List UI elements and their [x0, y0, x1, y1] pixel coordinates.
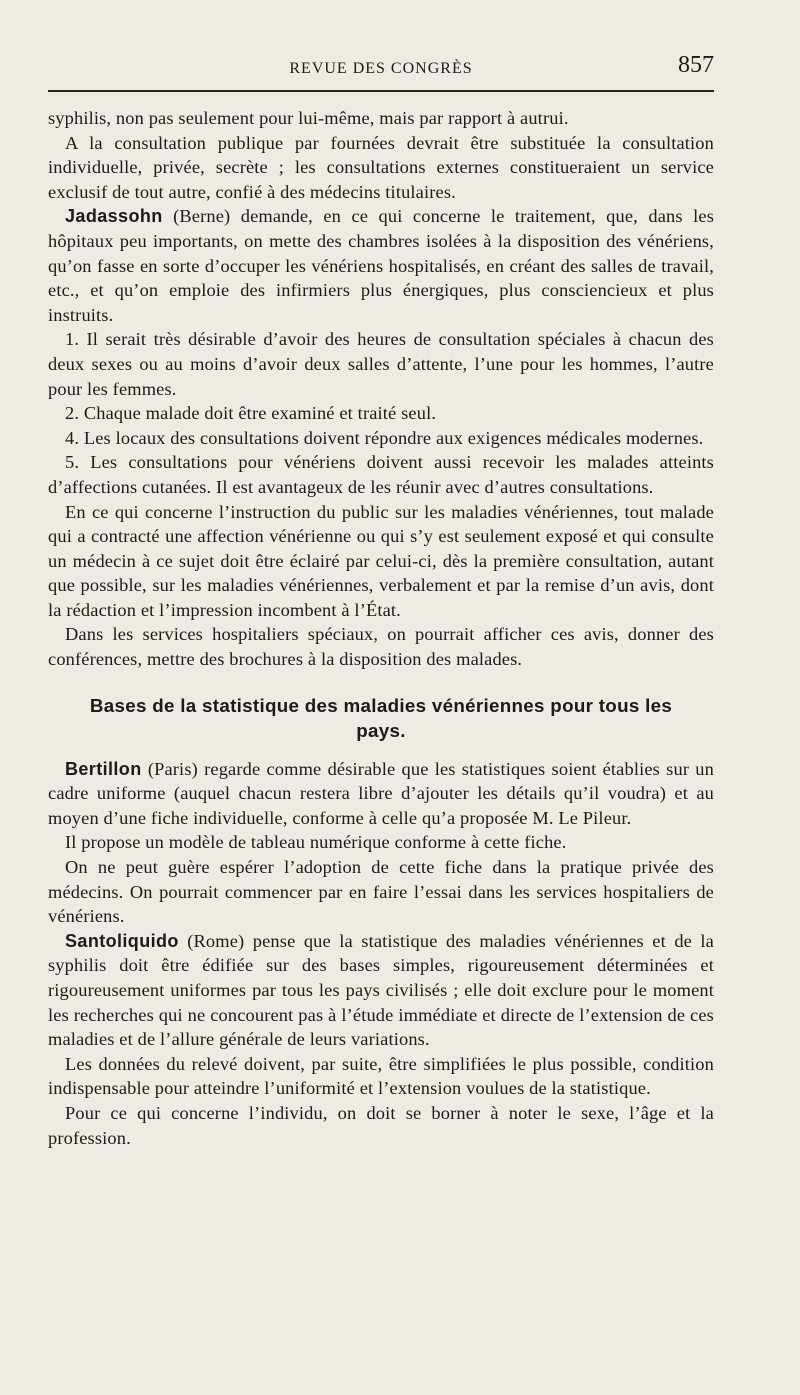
- paragraph: [48, 757, 714, 831]
- paragraph-text: En ce qui concerne l’instruction du public sur les maladies vénériennes, tout malade qui a contracté une affection vénérienne ou qui s’y est seulement exposé et qui consulte un médecin à ce sujet doit être éclairé par celui-ci, dès la première consultation, autant que possible, sur les maladies vénériennes, verbalement et par la remise d’un avis, dont la rédaction et l’impression incombent à l’État.: [48, 501, 714, 620]
- paragraph-text: 1. Il serait très désirable d’avoir des heures de consultation spéciales à chacun des deux sexes ou au moins d’avoir deux salles d’attente, l’une pour les hommes, l’autre pour les femmes.: [48, 329, 714, 399]
- list-item: [48, 426, 714, 451]
- paragraph-text: Les données du relevé doivent, par suite, être simplifiées le plus possible, condition indispensable pour atteindre l’uniformité et l’extension voulues de la statistique.: [48, 1053, 714, 1099]
- speaker-name: Santoliquido: [65, 930, 179, 951]
- paragraph-text: Il propose un modèle de tableau numérique conforme à cette fiche.: [65, 832, 567, 853]
- paragraph-text: Pour ce qui concerne l’individu, on doit se borner à noter le sexe, l’âge et la profession.: [48, 1102, 714, 1148]
- header-rule: [48, 90, 714, 92]
- paragraph-text: On ne peut guère espérer l’adoption de cette fiche dans la pratique privée des médecins. On pourrait commencer par en faire l’essai dans les services hospitaliers de vénériens.: [48, 857, 714, 927]
- section-heading: Bases de la statistique des maladies vénériennes pour tous les pays.: [89, 694, 673, 741]
- list-item: [48, 401, 714, 426]
- document-page: [48, 52, 714, 1150]
- paragraph-text: (Rome) pense que la statistique des maladies vénériennes et de la syphilis doit être édifiée sur des bases simples, rigoureusement déterminées et rigoureusement uniformes par tous les pays civilisés ; elle doit exclure pour le moment les recherches qui ne concourent pas à l’étude immédiate et directe de l’extension de ces maladies et de l’allure générale de leurs variations.: [48, 930, 714, 1050]
- page-number: 857: [678, 52, 714, 78]
- paragraph: [48, 1052, 714, 1101]
- paragraph: [48, 106, 714, 131]
- running-title: REVUE DES CONGRÈS: [289, 60, 473, 77]
- paragraph-text: 5. Les consultations pour vénériens doivent aussi recevoir les malades atteints d’affections cutanées. Il est avantageux de les réunir avec d’autres consultations.: [48, 452, 714, 497]
- speaker-name: Bertillon: [65, 758, 142, 779]
- paragraph-text: syphilis, non pas seulement pour lui-même, mais par rapport à autrui.: [48, 108, 569, 128]
- paragraph: [48, 855, 714, 929]
- speaker-name: Jadassohn: [65, 206, 163, 227]
- paragraph-text: (Paris) regarde comme désirable que les statistiques soient établies sur un cadre uniforme (auquel chacun restera libre d’ajouter les détails qu’il voudra) et au moyen d’une fiche individuelle, conforme à celle qu’a proposée M. Le Pileur.: [48, 758, 714, 828]
- paragraph: [48, 1101, 714, 1150]
- paragraph: [48, 622, 714, 671]
- paragraph: [48, 204, 714, 327]
- paragraph-text: 4. Les locaux des consultations doivent répondre aux exigences médicales modernes.: [65, 427, 704, 448]
- list-item: [48, 327, 714, 401]
- paragraph-text: Dans les services hospitaliers spéciaux, on pourrait afficher ces avis, donner des conférences, mettre des brochures à la disposition des malades.: [48, 624, 714, 670]
- paragraph-text: 2. Chaque malade doit être examiné et traité seul.: [65, 403, 437, 424]
- list-item: [48, 450, 714, 499]
- paragraph: [48, 500, 714, 623]
- paragraph-text: A la consultation publique par fournées devrait être substituée la consultation individuelle, privée, secrète ; les consultations externes constitueraient un service exclusif de tout autre, confié à des médecins titulaires.: [48, 132, 714, 202]
- body-text: [48, 106, 714, 1150]
- paragraph: [48, 929, 714, 1052]
- paragraph: [48, 131, 714, 205]
- running-header: [48, 52, 714, 82]
- paragraph: [48, 830, 714, 855]
- paragraph-text: (Berne) demande, en ce qui concerne le traitement, que, dans les hôpitaux peu importants, on mette des chambres isolées à la disposition des vénériens, qu’on fasse en sorte d’occuper les vénériens hospitalisés, en créant des salles de travail, etc., et qu’on emploie des infirmiers plus énergiques, plus consciencieux et plus instruits.: [48, 206, 714, 325]
